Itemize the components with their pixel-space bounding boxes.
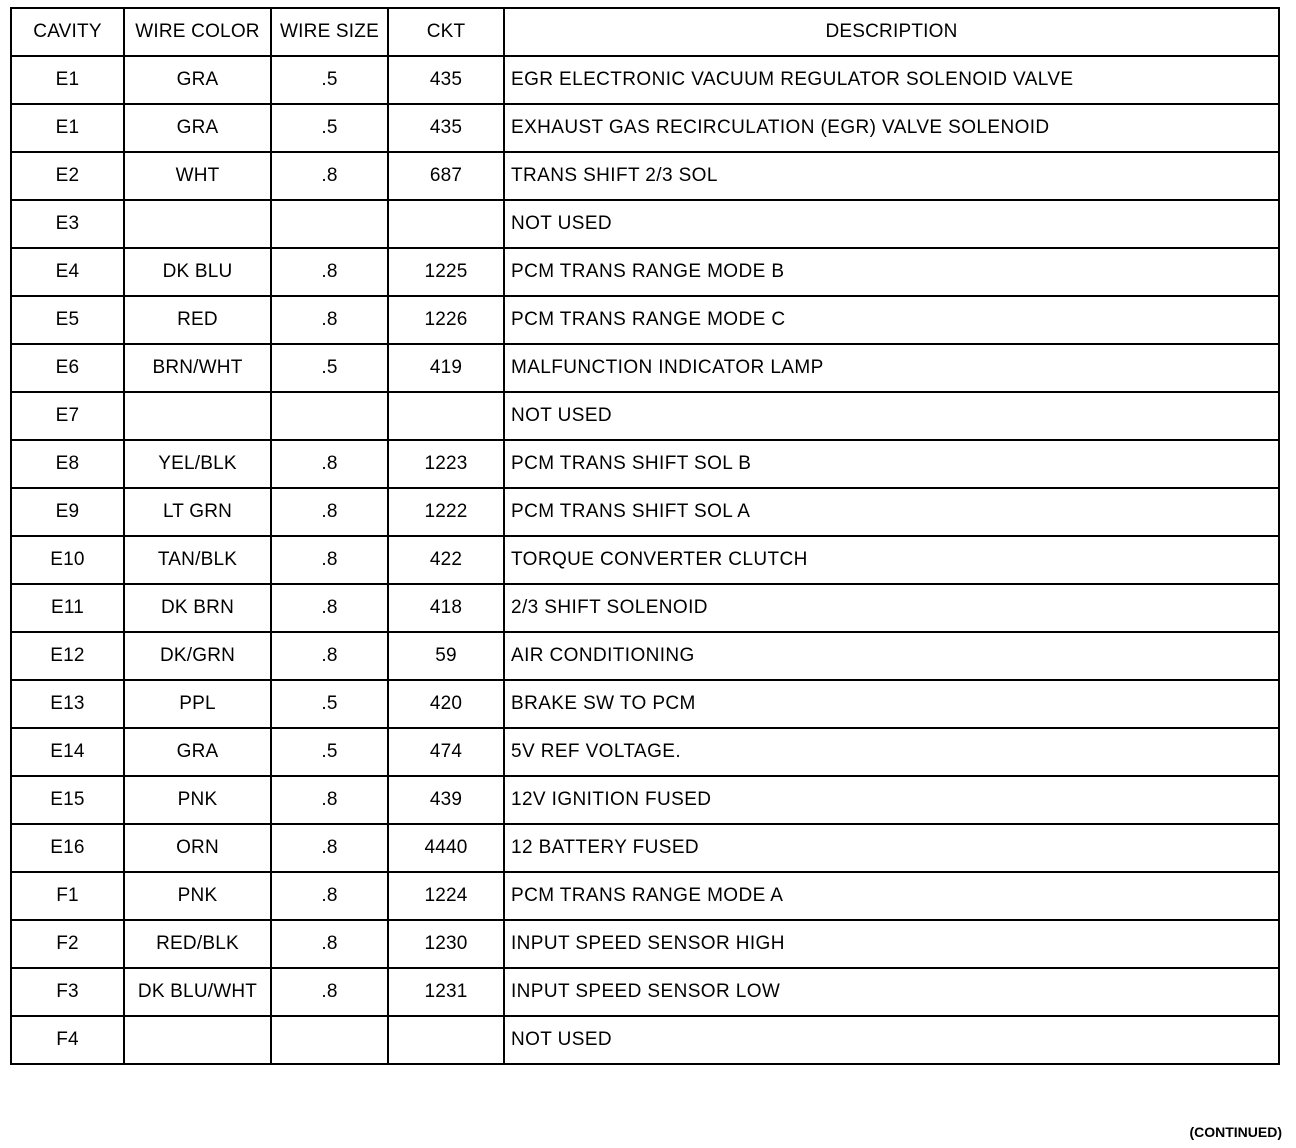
cavity-cell: E16: [11, 824, 124, 872]
ckt-cell: 435: [388, 56, 504, 104]
cavity-cell: F2: [11, 920, 124, 968]
wire-size-cell: [271, 1016, 388, 1064]
description-cell: 12 BATTERY FUSED: [504, 824, 1279, 872]
table-row: [11, 56, 1279, 104]
header-row: [11, 8, 1279, 56]
cavity-cell: E11: [11, 584, 124, 632]
wire-size-cell: .8: [271, 776, 388, 824]
description-cell: EGR ELECTRONIC VACUUM REGULATOR SOLENOID VALVE: [504, 56, 1279, 104]
wire-size-cell: .8: [271, 536, 388, 584]
connector-pinout-table: [10, 7, 1280, 1065]
description-cell: 12V IGNITION FUSED: [504, 776, 1279, 824]
table-row: [11, 920, 1279, 968]
wire-size-cell: .5: [271, 56, 388, 104]
description-cell: MALFUNCTION INDICATOR LAMP: [504, 344, 1279, 392]
cavity-cell: E10: [11, 536, 124, 584]
cavity-cell: E14: [11, 728, 124, 776]
table-row: [11, 824, 1279, 872]
cavity-cell: E15: [11, 776, 124, 824]
description-cell: AIR CONDITIONING: [504, 632, 1279, 680]
wire-color-cell: LT GRN: [124, 488, 271, 536]
description-cell: PCM TRANS RANGE MODE B: [504, 248, 1279, 296]
wire-color-cell: PNK: [124, 872, 271, 920]
wire-size-cell: .8: [271, 920, 388, 968]
table-row: [11, 968, 1279, 1016]
description-cell: BRAKE SW TO PCM: [504, 680, 1279, 728]
wire-color-cell: PPL: [124, 680, 271, 728]
ckt-cell: 1223: [388, 440, 504, 488]
header-wire-color: WIRE COLOR: [124, 8, 271, 56]
table-row: [11, 440, 1279, 488]
cavity-cell: E5: [11, 296, 124, 344]
wire-color-cell: WHT: [124, 152, 271, 200]
cavity-cell: F4: [11, 1016, 124, 1064]
ckt-cell: 422: [388, 536, 504, 584]
description-cell: INPUT SPEED SENSOR LOW: [504, 968, 1279, 1016]
cavity-cell: E9: [11, 488, 124, 536]
description-cell: PCM TRANS RANGE MODE C: [504, 296, 1279, 344]
wire-size-cell: [271, 200, 388, 248]
wire-size-cell: [271, 392, 388, 440]
ckt-cell: [388, 200, 504, 248]
table-row: [11, 680, 1279, 728]
table-header: [11, 8, 1279, 56]
description-cell: NOT USED: [504, 200, 1279, 248]
wire-size-cell: .8: [271, 872, 388, 920]
header-wire-size: WIRE SIZE: [271, 8, 388, 56]
wire-size-cell: .5: [271, 680, 388, 728]
description-cell: NOT USED: [504, 392, 1279, 440]
ckt-cell: 1230: [388, 920, 504, 968]
ckt-cell: 687: [388, 152, 504, 200]
header-cavity: CAVITY: [11, 8, 124, 56]
ckt-cell: 1226: [388, 296, 504, 344]
wire-size-cell: .8: [271, 440, 388, 488]
wire-color-cell: BRN/WHT: [124, 344, 271, 392]
table-row: [11, 296, 1279, 344]
wire-color-cell: GRA: [124, 56, 271, 104]
wire-color-cell: PNK: [124, 776, 271, 824]
wire-color-cell: [124, 1016, 271, 1064]
wire-color-cell: GRA: [124, 728, 271, 776]
wire-size-cell: .8: [271, 632, 388, 680]
ckt-cell: 1222: [388, 488, 504, 536]
wire-color-cell: DK/GRN: [124, 632, 271, 680]
ckt-cell: 1231: [388, 968, 504, 1016]
wire-size-cell: .5: [271, 104, 388, 152]
description-cell: 2/3 SHIFT SOLENOID: [504, 584, 1279, 632]
description-cell: INPUT SPEED SENSOR HIGH: [504, 920, 1279, 968]
wire-size-cell: .8: [271, 296, 388, 344]
description-cell: EXHAUST GAS RECIRCULATION (EGR) VALVE SOLENOID: [504, 104, 1279, 152]
wire-color-cell: [124, 392, 271, 440]
wire-color-cell: YEL/BLK: [124, 440, 271, 488]
table-row: [11, 536, 1279, 584]
table-row: [11, 344, 1279, 392]
ckt-cell: 419: [388, 344, 504, 392]
cavity-cell: E4: [11, 248, 124, 296]
description-cell: NOT USED: [504, 1016, 1279, 1064]
description-cell: TRANS SHIFT 2/3 SOL: [504, 152, 1279, 200]
cavity-cell: E1: [11, 104, 124, 152]
table-row: [11, 632, 1279, 680]
wire-color-cell: DK BRN: [124, 584, 271, 632]
cavity-cell: E6: [11, 344, 124, 392]
ckt-cell: 1224: [388, 872, 504, 920]
table-row: [11, 152, 1279, 200]
description-cell: 5V REF VOLTAGE.: [504, 728, 1279, 776]
cavity-cell: E8: [11, 440, 124, 488]
wire-size-cell: .8: [271, 824, 388, 872]
description-cell: PCM TRANS SHIFT SOL A: [504, 488, 1279, 536]
wire-size-cell: .8: [271, 968, 388, 1016]
cavity-cell: E7: [11, 392, 124, 440]
ckt-cell: [388, 1016, 504, 1064]
cavity-cell: E12: [11, 632, 124, 680]
table-row: [11, 104, 1279, 152]
description-cell: PCM TRANS RANGE MODE A: [504, 872, 1279, 920]
description-cell: PCM TRANS SHIFT SOL B: [504, 440, 1279, 488]
wire-size-cell: .8: [271, 488, 388, 536]
wire-size-cell: .8: [271, 152, 388, 200]
continued-note: (CONTINUED): [1189, 1124, 1282, 1140]
wire-color-cell: ORN: [124, 824, 271, 872]
cavity-cell: F3: [11, 968, 124, 1016]
ckt-cell: 439: [388, 776, 504, 824]
wire-size-cell: .8: [271, 248, 388, 296]
table-row: [11, 392, 1279, 440]
wire-size-cell: .5: [271, 728, 388, 776]
cavity-cell: E13: [11, 680, 124, 728]
wire-color-cell: RED: [124, 296, 271, 344]
cavity-cell: F1: [11, 872, 124, 920]
cavity-cell: E1: [11, 56, 124, 104]
header-description: DESCRIPTION: [504, 8, 1279, 56]
description-cell: TORQUE CONVERTER CLUTCH: [504, 536, 1279, 584]
ckt-cell: 59: [388, 632, 504, 680]
wire-color-cell: DK BLU: [124, 248, 271, 296]
wire-color-cell: TAN/BLK: [124, 536, 271, 584]
ckt-cell: 474: [388, 728, 504, 776]
table-row: [11, 776, 1279, 824]
ckt-cell: [388, 392, 504, 440]
cavity-cell: E3: [11, 200, 124, 248]
table-row: [11, 872, 1279, 920]
table-row: [11, 1016, 1279, 1064]
table-row: [11, 248, 1279, 296]
ckt-cell: 420: [388, 680, 504, 728]
wire-color-cell: [124, 200, 271, 248]
table-body: [11, 56, 1279, 1064]
cavity-cell: E2: [11, 152, 124, 200]
wire-size-cell: .8: [271, 584, 388, 632]
ckt-cell: 435: [388, 104, 504, 152]
table-row: [11, 584, 1279, 632]
wire-size-cell: .5: [271, 344, 388, 392]
ckt-cell: 418: [388, 584, 504, 632]
table-row: [11, 488, 1279, 536]
wire-color-cell: RED/BLK: [124, 920, 271, 968]
wire-color-cell: DK BLU/WHT: [124, 968, 271, 1016]
ckt-cell: 1225: [388, 248, 504, 296]
table-row: [11, 200, 1279, 248]
table-row: [11, 728, 1279, 776]
wire-color-cell: GRA: [124, 104, 271, 152]
ckt-cell: 4440: [388, 824, 504, 872]
header-ckt: CKT: [388, 8, 504, 56]
